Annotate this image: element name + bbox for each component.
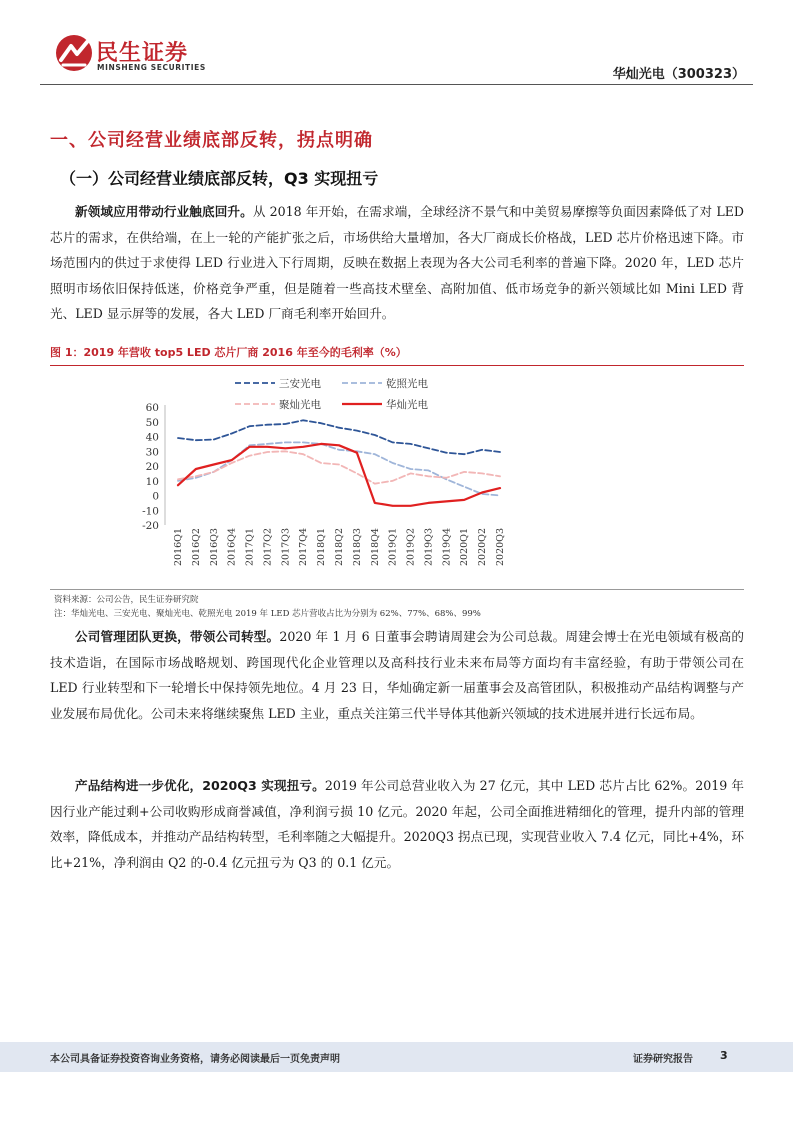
x-tick-label: 2019Q2 [405, 528, 417, 567]
subsection-heading: （一）公司经营业绩底部反转，Q3 实现扭亏 [60, 169, 379, 188]
series-line [178, 451, 500, 483]
x-tick-label: 2018Q2 [334, 528, 345, 567]
x-tick-label: 2016Q2 [190, 528, 202, 567]
x-tick-label: 2020Q3 [495, 528, 506, 567]
paragraph-2-lead: 公司管理团队更换，带领公司转型。 [75, 629, 280, 644]
y-tick-label: 40 [145, 431, 159, 444]
y-tick-label: 50 [145, 416, 159, 429]
logo-text-en: MINSHENG SECURITIES [97, 63, 206, 72]
y-tick-label: 20 [145, 461, 159, 473]
page-header [0, 0, 793, 85]
x-tick-label: 2017Q4 [298, 528, 310, 567]
y-tick-label: 60 [145, 402, 159, 414]
page-footer [0, 1042, 793, 1072]
x-tick-label: 2017Q3 [280, 528, 292, 567]
legend-label: 华灿光电 [386, 399, 428, 411]
header-divider [40, 84, 753, 85]
paragraph-1-body: 从 2018 年开始，在需求端，全球经济不景气和中美贸易摩擦等负面因素降低了对 LED 芯片的需求，在供给端，在上一轮的产能扩张之后，市场供给大量增加，各大厂商成长价格战，LED 芯片价格迅速下降。市场范围内的供过于求使得 LED 行业进入下行周期，反映在数据上表现为各大公司毛利率的普遍下降。2020 年，LED 芯片照明市场依旧保持低迷，价格竞争严重，但是随着一些高技术壁垒、高附加值、低市场竞争的新兴领域比如 Mini LED 背光、LED 显示屏等的发展，各大 LED 厂商毛利率开始回升。 [50, 204, 745, 321]
x-tick-label: 2020Q2 [477, 528, 489, 567]
section-heading: 一、公司经营业绩底部反转，拐点明确 [50, 130, 373, 151]
x-tick-label: 2016Q1 [173, 528, 184, 567]
gross-margin-line-chart [50, 366, 520, 588]
x-tick-label: 2018Q3 [351, 528, 363, 567]
legend-label: 乾照光电 [386, 378, 428, 390]
paragraph-1-lead: 新领域应用带动行业触底回升。 [75, 204, 253, 219]
paragraph-2 [50, 624, 744, 726]
paragraph-3-lead: 产品结构进一步优化，2020Q3 实现扭亏。 [75, 778, 325, 793]
figure-bottom-rule [50, 589, 744, 590]
y-tick-label: 0 [152, 490, 159, 503]
paragraph-1 [50, 199, 744, 327]
paragraph-3 [50, 773, 744, 875]
x-tick-label: 2018Q4 [369, 528, 381, 567]
paragraph-2-body: 2020 年 1 月 6 日董事会聘请周建会为公司总裁。周建会博士在光电领域有极高的技术造诣，在国际市场战略规划、跨国现代化企业管理以及高科技行业未来布局等方面均有丰富经验，有助于带领公司在 LED 行业转型和下一轮增长中保持领先地位。4 月 23 日，华灿确定新一届董事会及高管团队，积极推动产品结构调整与产业发展布局优化。公司未来将继续聚焦 LED 主业，重点关注第三代半导体其他新兴领域的技术进展并进行长远布局。 [50, 629, 745, 721]
x-tick-label: 2020Q1 [459, 528, 471, 567]
y-tick-label: -10 [142, 505, 159, 518]
figure-note: 注：华灿光电、三安光电、聚灿光电、乾照光电 2019 年 LED 芯片营收占比为分别为 62%、77%、68%、99% [54, 609, 481, 619]
x-tick-label: 2018Q1 [316, 528, 328, 567]
x-tick-label: 2017Q1 [244, 528, 256, 567]
x-tick-label: 2016Q4 [226, 528, 238, 567]
series-line [178, 442, 500, 495]
x-tick-label: 2016Q3 [208, 528, 220, 567]
x-tick-label: 2019Q4 [441, 528, 453, 567]
y-tick-label: 10 [145, 475, 159, 488]
footer-disclaimer: 本公司具备证券投资咨询业务资格，请务必阅读最后一页免责声明 [50, 1054, 340, 1065]
figure-source: 资料来源：公司公告，民生证券研究院 [54, 595, 199, 605]
figure-title: 图 1：2019 年营收 top5 LED 芯片厂商 2016 年至今的毛利率（%） [50, 346, 407, 359]
minsheng-logo-icon [55, 34, 93, 72]
y-tick-label: -20 [142, 520, 159, 532]
x-tick-label: 2019Q3 [423, 528, 435, 567]
y-tick-label: 30 [145, 446, 159, 459]
x-tick-label: 2017Q2 [262, 528, 274, 567]
legend-label: 聚灿光电 [279, 399, 321, 411]
paragraph-3-body: 2019 年公司总营业收入为 27 亿元，其中 LED 芯片占比 62%。2019 年因行业产能过剩+公司收购形成商誉减值，净利润亏损 10 亿元。2020 年起，公司全面推进精细化的管理，提升内部的管理效率，降低成本，并推动产品结构转型，毛利率随之大幅提升。2020Q3 拐点已现，实现营业收入 7.4 亿元，同比+4%，环比+21%，净利润由 Q2 的-0.4 亿元扭亏为 Q3 的 0.1 亿元。 [50, 778, 745, 870]
footer-report-type: 证券研究报告 [633, 1054, 693, 1065]
page-number: 3 [720, 1049, 728, 1062]
logo-text-cn: 民生证券 [96, 41, 189, 66]
legend-label: 三安光电 [279, 378, 321, 390]
x-tick-label: 2019Q1 [387, 528, 399, 567]
company-name: 华灿光电（300323） [612, 67, 745, 82]
